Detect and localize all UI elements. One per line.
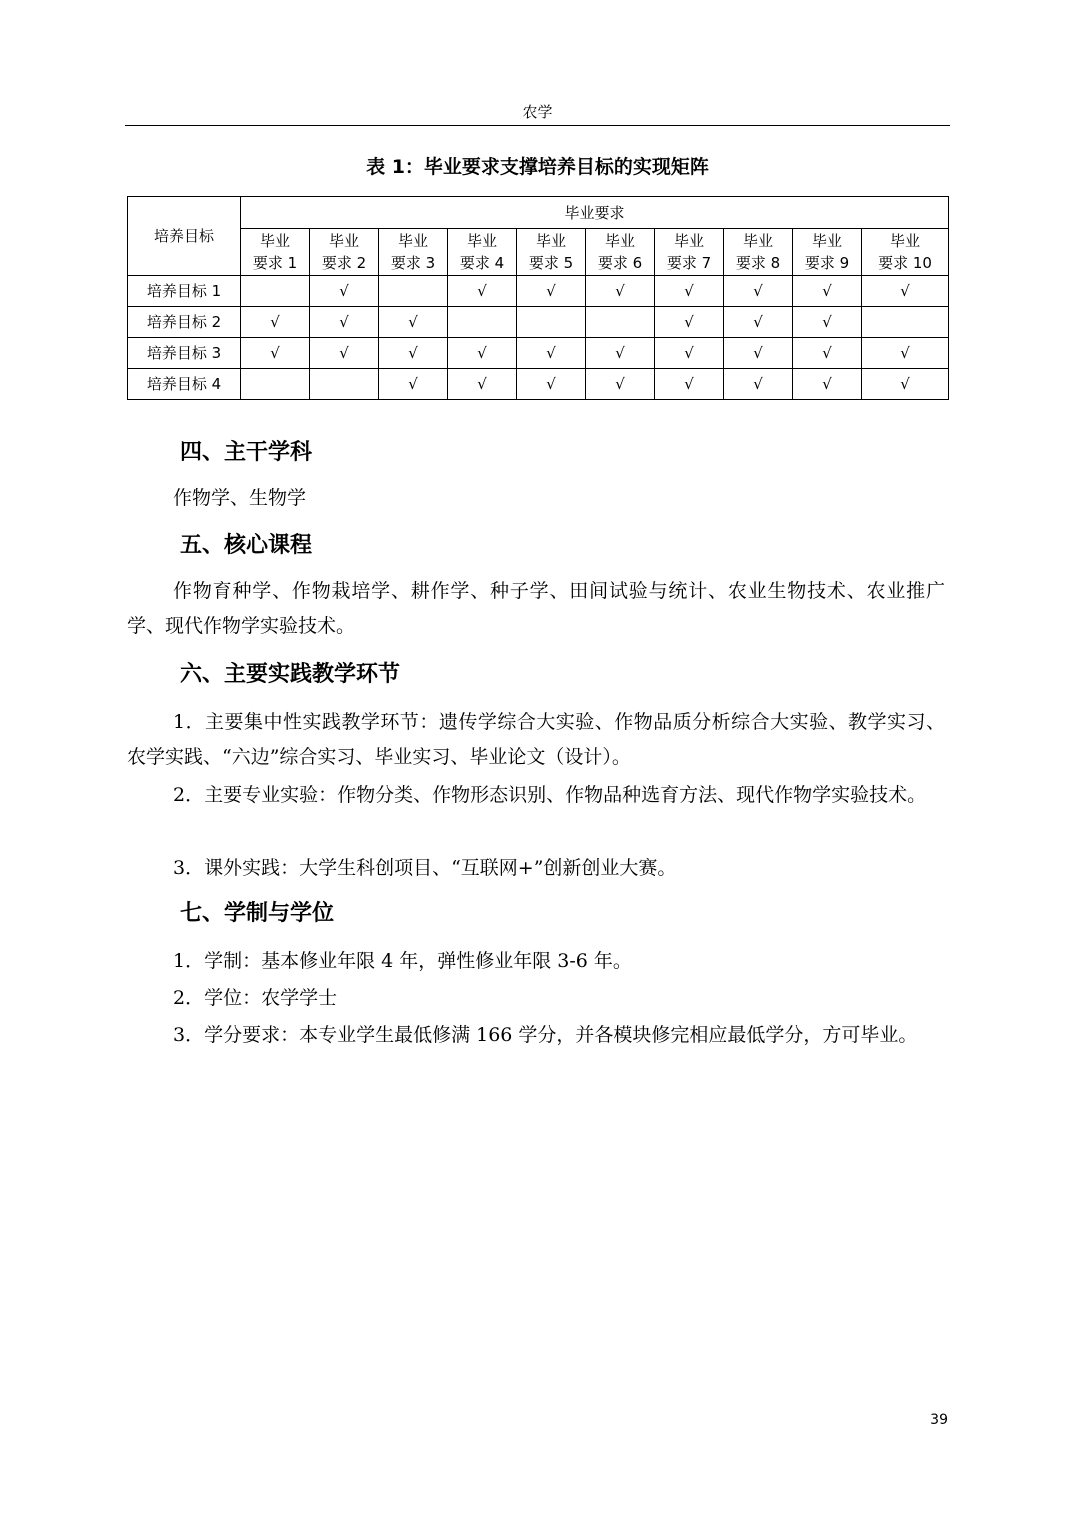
running-title: 农学 [522,103,553,121]
matrix-cell: √ [793,338,862,369]
matrix-cell: √ [241,338,310,369]
matrix-cell: √ [517,276,586,307]
requirement-header-line-1: 毕业 [742,232,773,250]
requirement-header-line-2: 要求 1 [252,254,298,272]
schooling-item-3: 3．学分要求：本专业学生最低修满 166 学分，并各模块修完相应最低学分，方可毕业。 [173,1024,918,1046]
requirement-header-line-2: 要求 7 [666,254,712,272]
matrix-cell [310,369,379,400]
matrix-cell: √ [379,369,448,400]
table-row [128,307,949,338]
matrix-cell: √ [379,307,448,338]
matrix-cell: √ [724,307,793,338]
requirement-header-line-1: 毕业 [890,232,921,250]
requirement-header-line-2: 要求 9 [804,254,850,272]
table-row [128,338,949,369]
objective-label-cell: 培养目标 2 [128,307,241,338]
practice-item-2: 2．主要专业实验：作物分类、作物形态识别、作物品种选育方法、现代作物学实验技术。 [173,784,927,806]
requirement-header-line-2: 要求 8 [735,254,781,272]
matrix-cell [448,307,517,338]
matrix-cell [241,369,310,400]
page-number: 39 [930,1412,948,1428]
table-caption: 表 1：毕业要求支撑培养目标的实现矩阵 [366,156,709,178]
requirement-header-line-1: 毕业 [328,232,359,250]
requirement-header-cell [655,229,724,276]
matrix-cell: √ [379,338,448,369]
requirement-header-line-2: 要求 10 [878,254,932,272]
matrix-cell: √ [241,307,310,338]
requirement-header-cell [241,229,310,276]
requirement-header-line-1: 毕业 [259,232,290,250]
requirement-header-line-2: 要求 3 [390,254,436,272]
matrix-cell: √ [655,307,724,338]
matrix-cell: √ [310,338,379,369]
matrix-cell [379,276,448,307]
matrix-cell: √ [586,338,655,369]
practice-item-3: 3．课外实践：大学生科创项目、“互联网+”创新创业大赛。 [173,857,677,879]
matrix-cell: √ [862,338,949,369]
matrix-cell: √ [517,369,586,400]
matrix-cell: √ [724,338,793,369]
matrix-cell: √ [448,276,517,307]
matrix-cell: √ [862,369,949,400]
practice-item-1: 1．主要集中性实践教学环节：遗传学综合大实验、作物品质分析综合大实验、教学实习、农学实践、“六边”综合实习、毕业实习、毕业论文（设计）。 [127,711,945,768]
running-header [125,100,950,126]
requirement-header-line-1: 毕业 [466,232,497,250]
matrix-cell: √ [793,369,862,400]
requirement-header-cell [517,229,586,276]
matrix-cell: √ [655,276,724,307]
matrix-cell: √ [724,276,793,307]
matrix-cell [241,276,310,307]
matrix-cell [862,307,949,338]
requirement-header-cell [724,229,793,276]
requirement-header-cell [448,229,517,276]
requirement-header-line-1: 毕业 [535,232,566,250]
requirement-header-cell [310,229,379,276]
requirement-header-row [128,229,949,276]
matrix-cell: √ [655,338,724,369]
objective-label-cell: 培养目标 4 [128,369,241,400]
section-heading-schooling-degree: 七、学制与学位 [180,901,335,926]
objective-label-cell: 培养目标 3 [128,338,241,369]
matrix-cell: √ [448,338,517,369]
group-header-cell: 毕业要求 [241,197,949,229]
matrix-cell: √ [724,369,793,400]
matrix-cell: √ [517,338,586,369]
requirement-header-line-1: 毕业 [604,232,635,250]
table-row [128,276,949,307]
requirement-header-cell [862,229,949,276]
requirement-header-line-2: 要求 2 [321,254,367,272]
requirement-header-line-1: 毕业 [673,232,704,250]
objective-label-cell: 培养目标 1 [128,276,241,307]
schooling-item-1: 1．学制：基本修业年限 4 年，弹性修业年限 3-6 年。 [173,950,632,972]
section-heading-practice: 六、主要实践教学环节 [180,662,401,687]
core-courses-text: 作物育种学、作物栽培学、耕作学、种子学、田间试验与统计、农业生物技术、农业推广学、现代作物学实验技术。 [127,580,945,637]
section-heading-core-courses: 五、核心课程 [180,533,313,558]
requirements-matrix-table [127,196,949,400]
requirement-header-cell [793,229,862,276]
matrix-cell: √ [655,369,724,400]
corner-header-cell: 培养目标 [128,197,241,276]
matrix-cell: √ [310,307,379,338]
section-heading-main-disciplines: 四、主干学科 [180,440,313,465]
matrix-cell: √ [586,369,655,400]
schooling-item-2: 2．学位：农学学士 [173,987,338,1009]
matrix-cell: √ [448,369,517,400]
matrix-cell [586,307,655,338]
requirement-header-line-2: 要求 5 [528,254,574,272]
matrix-cell: √ [793,307,862,338]
requirement-header-cell [379,229,448,276]
matrix-cell: √ [586,276,655,307]
requirement-header-line-1: 毕业 [397,232,428,250]
table-row [128,369,949,400]
matrix-cell: √ [793,276,862,307]
requirement-header-line-1: 毕业 [811,232,842,250]
main-disciplines-text: 作物学、生物学 [173,487,307,509]
matrix-cell: √ [310,276,379,307]
requirement-header-line-2: 要求 4 [459,254,505,272]
matrix-cell [517,307,586,338]
requirement-header-cell [586,229,655,276]
requirement-header-line-2: 要求 6 [597,254,643,272]
matrix-body [128,276,949,400]
matrix-cell: √ [862,276,949,307]
